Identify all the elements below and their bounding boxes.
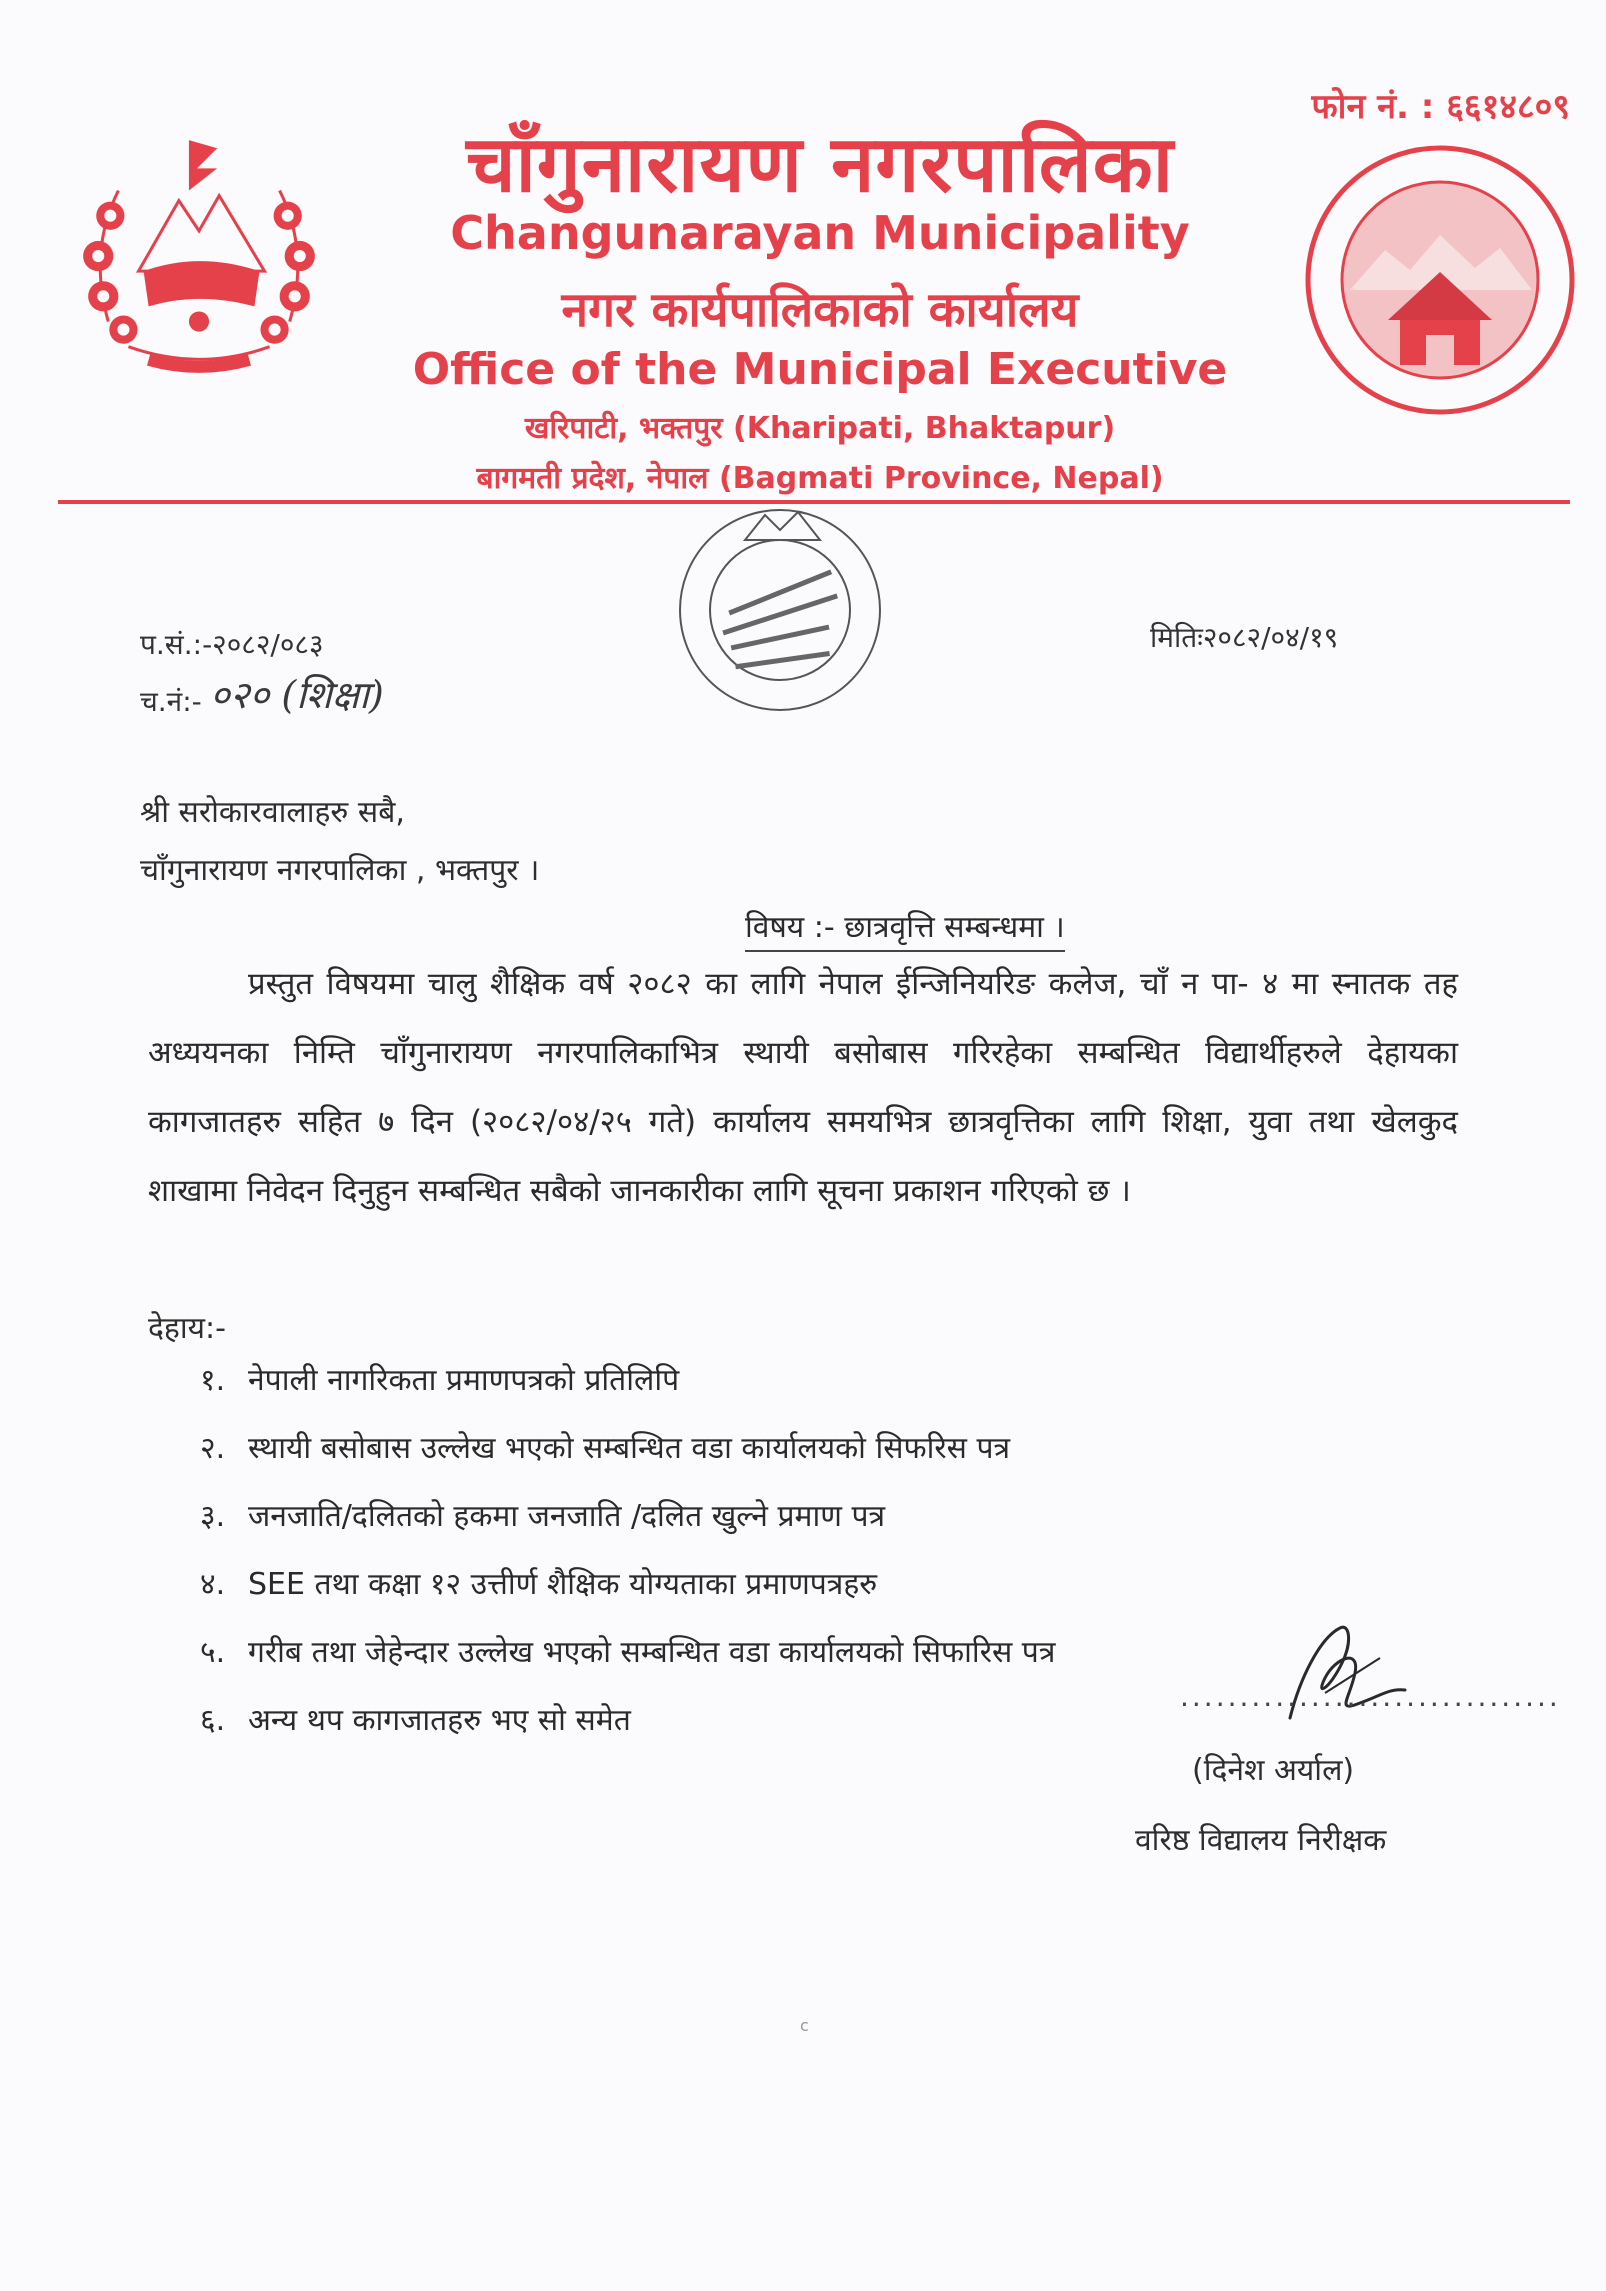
dispatch-number-label: च.नं:- xyxy=(140,685,202,718)
scan-mark: c xyxy=(800,2016,809,2035)
reference-number: प.सं.:-२०८२/०८३ xyxy=(140,628,324,661)
list-item: ४. SEE तथा कक्षा १२ उत्तीर्ण शैक्षिक योग्यताका प्रमाणपत्रहरु xyxy=(200,1567,878,1602)
office-name-nepali: नगर कार्यपालिकाको कार्यालय xyxy=(561,282,1079,338)
signer-name: (दिनेश अर्याल) xyxy=(1192,1753,1355,1788)
nepal-government-emblem-icon xyxy=(68,120,330,382)
office-name-english: Office of the Municipal Executive xyxy=(412,344,1228,395)
list-item: २. स्थायी बसोबास उल्लेख भएको सम्बन्धित वडा कार्यालयको सिफरिस पत्र xyxy=(200,1431,1011,1466)
dispatch-number-handwritten: ०२० (शिक्षा) xyxy=(210,673,384,717)
addressee-line-1: श्री सरोकारवालाहरु सबै, xyxy=(140,795,405,830)
phone-number: फोन नं. : ६६१४८०९ xyxy=(1311,87,1570,127)
office-stamp-icon xyxy=(650,500,910,740)
list-item: ५. गरीब तथा जेहेन्दार उल्लेख भएको सम्बन्धित वडा कार्यालयको सिफारिस पत्र xyxy=(200,1635,1056,1670)
notice-paragraph: प्रस्तुत विषयमा चालु शैक्षिक वर्ष २०८२ का लागि नेपाल ईन्जिनियरिङ कलेज, चाँ न पा- ४ मा स्नातक तह अध्ययनका निम्ति चाँगुनारायण नगरपालिकाभित्र स्थायी बसोबास गरिरहेका सम्बन्धित विद्यार्थीहरुले देहायका कागजातहरु सहित ७ दिन (२०८२/०४/२५ गते) कार्यालय समयभित्र छात्रवृत्तिका लागि शिक्षा, युवा तथा खेलकुद शाखामा निवेदन दिनुहुन सम्बन्धित सबैको जानकारीका लागि सूचना प्रकाशन गरिएको छ । xyxy=(148,966,1458,1209)
signature-line: ................................ xyxy=(1180,1680,1561,1713)
list-item: ६. अन्य थप कागजातहरु भए सो समेत xyxy=(200,1703,631,1738)
requirements-heading: देहाय:- xyxy=(148,1311,226,1346)
address-line-2: बागमती प्रदेश, नेपाल (Bagmati Province, Nepal) xyxy=(476,461,1164,496)
requirements-list xyxy=(200,1358,1055,1766)
handwritten-signature-icon xyxy=(1230,1618,1460,1738)
signer-title: वरिष्ठ विद्यालय निरीक्षक xyxy=(1135,1823,1387,1858)
list-item: ३. जनजाति/दलितको हकमा जनजाति /दलित खुल्ने प्रमाण पत्र xyxy=(200,1499,886,1534)
letter-subject: विषय :- छात्रवृत्ति सम्बन्धमा । xyxy=(745,905,1065,952)
address-line-1: खरिपाटी, भक्तपुर (Kharipati, Bhaktapur) xyxy=(524,411,1116,446)
municipality-seal-icon xyxy=(1300,140,1580,420)
addressee-line-2: चाँगुनारायण नगरपालिका , भक्तपुर । xyxy=(140,853,540,888)
municipality-name-nepali: चाँगुनारायण नगरपालिका xyxy=(466,120,1174,210)
list-item: १. नेपाली नागरिकता प्रमाणपत्रको प्रतिलिपि xyxy=(200,1363,680,1398)
municipality-name-english: Changunarayan Municipality xyxy=(450,206,1190,260)
letter-date: मितिः२०८२/०४/१९ xyxy=(1150,621,1339,654)
